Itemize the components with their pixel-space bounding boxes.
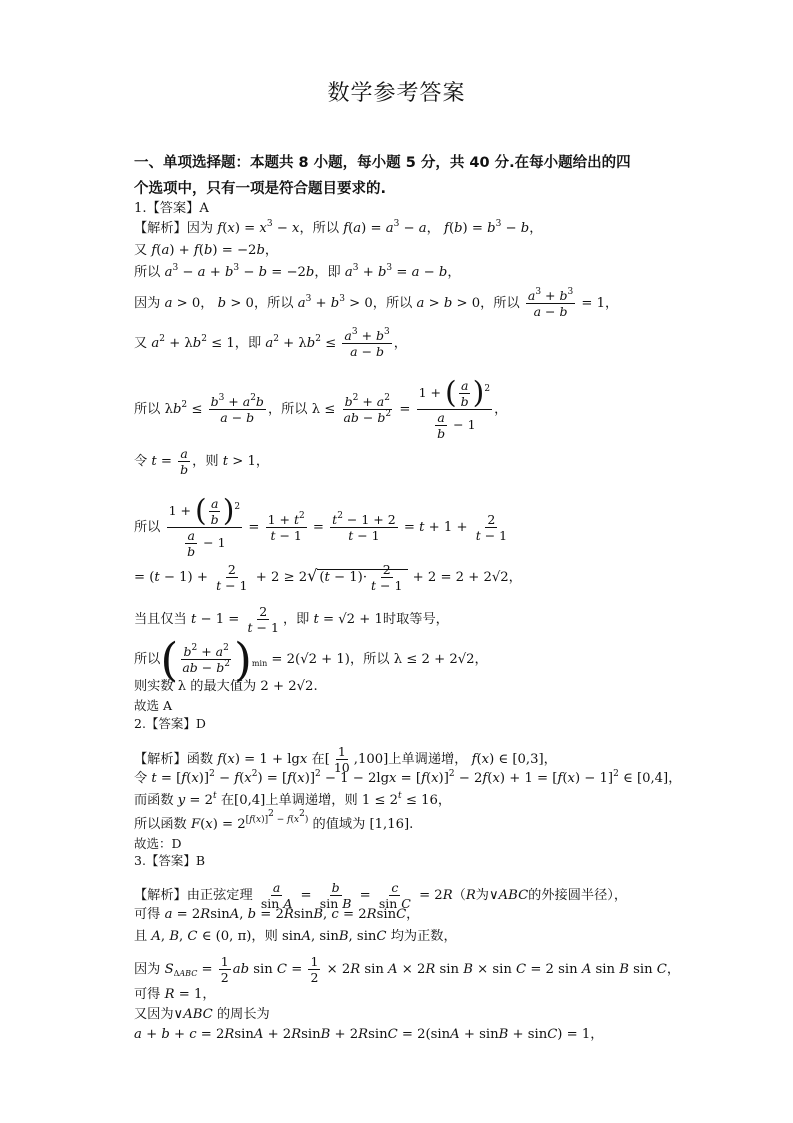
page-title: 数学参考答案 <box>327 81 466 106</box>
q2-line-2: 令 $t = [f(x)]^2 - f(x^2) = [f(x)]^2 - 1 - 2\lg x = [f(x)]^2 - 2f(x) + 1 = [f(x) - 1]^2$ ∈ [0,4]， <box>134 769 682 786</box>
q3-line-2: 可得 a = 2RsinA, b = 2RsinB, c = 2RsinC， <box>134 907 420 922</box>
q1-answer: 1.【答案】A <box>134 201 209 216</box>
q3-answer: 3.【答案】B <box>134 853 206 868</box>
q1-conclusion: 则实数 λ 的最大值为 2 + 2√2. <box>134 679 318 694</box>
section-heading-line-1: 一、单项选择题：本题共 8 小题，每小题 5 分，共 40 分.在每小题给出的四 <box>134 155 631 171</box>
q1-line-9: = (t − 1) + $\frac{2}{t - 1}$ + 2 ≥ 2√ (t − 1)· $\frac{2}{t - 1}$ + 2 = 2 + 2√2， <box>134 562 522 593</box>
q2-line-4: 所以函数 $F(x) = 2^{[f(x)]^2 - f(x^2)}$ 的值域为 [1,16]. <box>134 809 414 832</box>
q3-analysis-label: 【解析】 <box>134 888 187 903</box>
q2-select: 故选：D <box>134 836 182 851</box>
q3-line-5: 可得 R = 1， <box>134 987 216 1002</box>
q1-line-4: 因为 a > 0， b > 0，所以 $a^3 + b^3 > 0$，所以 a > b > 0，所以 $\frac{a^3 + b^3}{a - b}$ = 1， <box>134 287 619 319</box>
q3-line-3: 且 A, B, C ∈ (0, π)，则 sinA, sinB, sinC 均为正数， <box>134 929 457 944</box>
q1-line-7: 令 t = $\frac{a}{b}$ ，则 t > 1， <box>134 446 270 477</box>
q1-line-10: 当且仅当 t − 1 = $\frac{2}{t - 1}$ ，即 t = √2 + 1时取等号， <box>134 604 449 635</box>
q1-line-5: 又 $a^2 + \lambda b^2 \le 1$，即 $a^2 + \lambda b^2$ ≤ $\frac{a^3 + b^3}{a - b}$ ， <box>134 327 407 359</box>
section-heading-line-2: 个选项中，只有一项是符合题目要求的. <box>134 181 387 197</box>
q1-line-3: 所以 $a^3 - a + b^3 - b = -2b$，即 $a^3 + b^3 = a - b$， <box>134 263 461 280</box>
q1-analysis-label: 【解析】 <box>134 221 187 236</box>
q2-analysis-label: 【解析】 <box>134 752 187 767</box>
q1-line-1: 【解析】因为 $f(x) = x^3 - x$，所以 $f(a) = a^3 - a$， $f(b) = b^3 - b$， <box>134 219 543 236</box>
q1-line-2: 又 f(a) + f(b) = −2b， <box>134 243 279 258</box>
q2-line-1: 【解析】函数 f(x) = 1 + lgx 在[ $\frac{1}{10}$ ,100]上单调递增， f(x) ∈ [0,3]， <box>134 744 557 775</box>
q3-line-6: 又因为∨ABC 的周长为 <box>134 1007 270 1022</box>
q3-line-1: 【解析】由正弦定理 $\frac{a}{\text{sin A}}$ = $\frac{b}{\text{sin B}}$ = $\frac{c}{\text{sin C}}$ = 2R（R为∨ABC的外接圆半径）， <box>134 880 628 911</box>
q3-line-7: a + b + c = 2RsinA + 2RsinB + 2RsinC = 2(sinA + sinB + sinC) = 1， <box>134 1027 604 1042</box>
section-heading <box>134 150 674 202</box>
q2-line-3: 而函数 $y = 2^t$ 在[0,4]上单调递增，则 $1 \le 2^t \le 16$， <box>134 791 452 808</box>
q1-line-8: 所以 1 + ( $\frac{a}{b}$ )$^2$ $\frac{a}{b}$ − 1 = $\frac{1 + t^2}{t - 1}$ = $\frac{t^2 - 1 + 2}{t - 1}$ = t + 1 + $\frac{2}{t - 1}$ <box>134 493 508 559</box>
q1-line-11: 所以( $\frac{b^2 + a^2}{ab - b^2}$ )$_{min} = 2(√2 + 1)$，所以 λ ≤ 2 + 2√2， <box>134 632 488 687</box>
q1-select: 故选 A <box>134 698 173 713</box>
q1-line-6: 所以 $\lambda b^2$ ≤ $\frac{b^3 + a^2b}{a - b}$ ，所以 λ ≤ $\frac{b^2 + a^2}{ab - b^2}$ = 1 + ( $\frac{a}{b}$ )$^2$ $\frac{a}{b}$ − 1 ， <box>134 375 508 441</box>
q3-line-4: 因为 $S_{\Delta ABC}$ = $\frac{1}{2}$ ab sin C = $\frac{1}{2}$ × 2R sin A × 2R sin B × sin C = 2 sin A sin B sin C， <box>134 954 681 985</box>
q2-answer: 2.【答案】D <box>134 716 206 731</box>
